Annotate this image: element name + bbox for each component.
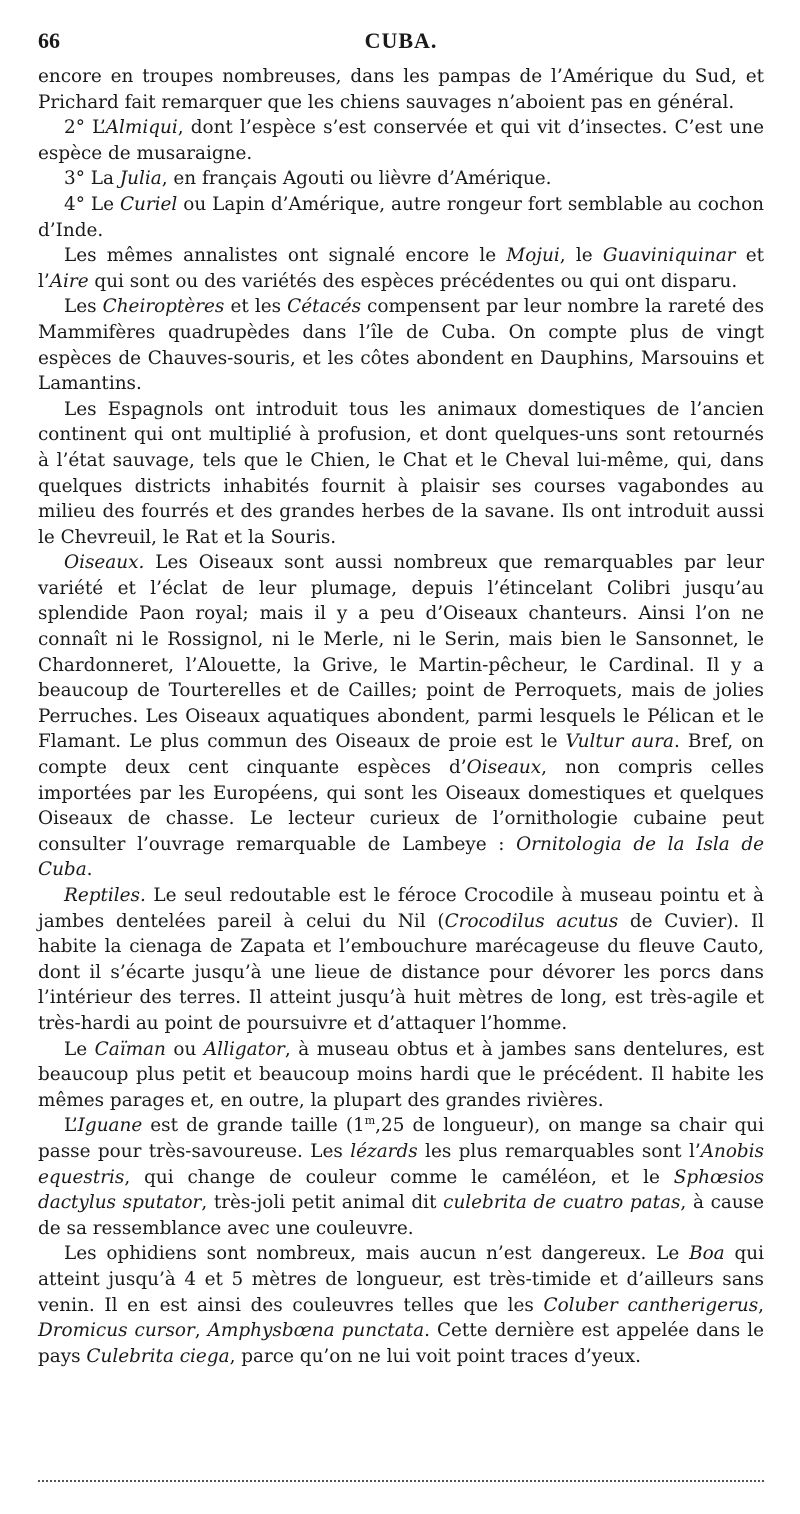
text-run: . Bref, on compte deux cent cinquante espèces d’: [38, 731, 765, 779]
italic-run: culebrita de cuatro patas: [443, 1192, 681, 1214]
text-run: Les ophidiens sont nombreux, mais aucun n’est dangereux. Le: [64, 1243, 690, 1265]
text-run: est de grande taille (1: [142, 1115, 365, 1137]
text-run: Les: [64, 296, 103, 318]
italic-run: Cétacés: [287, 296, 362, 318]
italic-run: lézards: [350, 1140, 418, 1162]
paragraph: [38, 294, 764, 396]
text-run: les plus remarquables sont l’: [417, 1140, 701, 1162]
italic-run: Guaviniquinar: [602, 245, 736, 267]
text-run: L’: [64, 1115, 78, 1137]
text-run: , non compris celles importées par les Européens, qui sont les Oiseaux domestiques et quelques Oiseaux de chasse. Le lecteur curieux de l’ornithologie cubaine peut consulter l’ouvrage remarquable de Lambeye :: [38, 757, 765, 855]
italic-run: Amphysbœna punctata: [207, 1320, 425, 1342]
italic-run: Alligator: [203, 1038, 285, 1060]
text-run: ou Lapin d’Amérique, autre rongeur fort semblable au cochon d’Inde.: [38, 193, 765, 241]
page-header: [38, 28, 764, 58]
text-run: .: [86, 859, 93, 881]
footer-dotted-rule: [38, 1480, 764, 1482]
italic-run: Aire: [49, 270, 89, 292]
italic-run: Ornitologia de la Isla de Cuba: [38, 833, 764, 881]
text-run: . Cette dernière est appelée dans le pays: [38, 1320, 764, 1367]
paragraph: [38, 64, 764, 115]
text-run: ,25 de longueur), on mange sa chair qui passe pour très-savoureuse. Les: [38, 1115, 764, 1162]
paragraph: [38, 192, 764, 243]
body-text: [38, 64, 764, 1369]
text-run: ,: [758, 1294, 764, 1316]
text-run: , très-joli petit animal dit: [201, 1192, 444, 1214]
text-run: Le seul redoutable est le féroce Crocodile à museau pointu et à jambes dentelées pareil à celui du Nil (: [38, 885, 764, 932]
text-run: , à museau obtus et à jambes sans dentelures, est beaucoup plus petit et beaucoup moins hardi que le précédent. Il habite les mêmes parages et, en outre, la plupart des grandes rivières.: [38, 1038, 764, 1111]
paragraph: [38, 1037, 764, 1114]
page-number: 66: [38, 28, 60, 53]
italic-run: Caïman: [94, 1038, 166, 1060]
italic-run: Mojui: [506, 245, 560, 267]
italic-run: Oiseaux.: [64, 552, 145, 574]
italic-run: Reptiles.: [64, 885, 146, 906]
paragraph: [38, 115, 764, 166]
text-run: de Cuvier). Il habite la cienaga de Zapata et l’embouchure marécageuse du fleuve Cauto, dont il s’écarte jusqu’à une lieue de distance pour dévorer les porcs dans l’intérieur des terres. Il atteint jusqu’à huit mètres de long, est très-agile et très-hardi au point de poursuivre et d’attaquer l’homme.: [38, 910, 764, 1034]
text-run: Les Espagnols ont introduit tous les animaux domestiques de l’ancien continent qui ont multiplié à profusion, et dont quelques-uns sont retournés à l’état sauvage, tels que le Chien, le Chat et le Cheval lui-même, qui, dans quelques districts inhabités fournit à plaisir ses courses vagabondes au milieu des fourrés et des grandes herbes de la savane. Ils ont introduit aussi le Chevreuil, le Rat et la Souris.: [38, 398, 764, 548]
text-run: Les Oiseaux sont aussi nombreux que remarquables par leur variété et l’éclat de leur plumage, depuis l’étincelant Colibri jusqu’au splendide Paon royal; mais il y a peu d’Oiseaux chanteurs. Ainsi l’on ne connaît ni le Rossignol, ni le Merle, ni le Serin, mais bien le Sansonnet, le Chardonneret, l’Alouette, la Grive, le Martin-pêcheur, le Cardinal. Il y a beaucoup de Tourterelles et de Cailles; point de Perroquets, mais de jolies Perruches. Les Oiseaux aquatiques abondent, parmi lesquels le Pélican et le Flamant. Le plus commun des Oiseaux de proie est le: [38, 552, 764, 753]
text-run: compensent par leur nombre la rareté des Mammifères quadrupèdes dans l’île de Cuba. On compte plus de vingt espèces de Chauves-souris, et les côtes abondent en Dauphins, Marsouins et Lamantins.: [38, 296, 765, 395]
text-run: , en français Agouti ou lièvre d’Amérique.: [161, 168, 552, 190]
text-run: Les mêmes annalistes ont signalé encore le: [64, 245, 507, 267]
text-run: , dont l’espèce s’est conservée et qui vit d’insectes. C’est une espèce de musaraigne.: [38, 117, 764, 164]
text-run: qui sont ou des variétés des espèces précédentes ou qui ont disparu.: [88, 270, 738, 292]
italic-run: Iguane: [77, 1115, 143, 1137]
text-run: 4° Le: [64, 193, 120, 215]
paragraph: [38, 397, 764, 551]
italic-run: Oiseaux: [466, 757, 542, 779]
running-title: CUBA.: [364, 28, 438, 53]
paragraph: [38, 243, 764, 294]
text-run: , à cause de sa ressemblance avec une couleuvre.: [38, 1192, 765, 1239]
italic-run: Almiqui: [105, 117, 178, 139]
text-run: 2° L’: [64, 117, 106, 139]
italic-run: Cheiroptères: [102, 296, 225, 318]
paragraph: [38, 883, 764, 1037]
text-run: 3° La: [64, 168, 120, 190]
text-run: et l’: [38, 245, 764, 292]
text-run: , qui change de couleur comme le caméléon, et le: [124, 1166, 674, 1188]
italic-run: Boa: [689, 1243, 725, 1265]
italic-run: Curiel: [119, 193, 178, 215]
italic-run: Coluber cantherigerus: [543, 1294, 759, 1316]
paragraph: [38, 1241, 764, 1369]
text-run: , le: [559, 245, 603, 267]
text-run: ,: [194, 1320, 208, 1342]
superscript-run: m: [364, 1114, 376, 1128]
text-run: , parce qu’on ne lui voit point traces d’yeux.: [229, 1345, 642, 1367]
paragraph: [38, 550, 764, 883]
italic-run: Vultur aura: [565, 731, 674, 753]
paragraph: [38, 1113, 764, 1241]
italic-run: Crocodilus acutus: [444, 910, 619, 932]
italic-run: Julia: [119, 168, 162, 190]
text-run: encore en troupes nombreuses, dans les pampas de l’Amérique du Sud, et Prichard fait remarquer que les chiens sauvages n’aboient pas en général.: [38, 66, 764, 113]
italic-run: Anobis equestris: [38, 1140, 764, 1188]
text-run: et les: [224, 296, 288, 318]
italic-run: Sphœsios dactylus sputator: [38, 1166, 764, 1214]
italic-run: Dromicus cursor: [38, 1320, 195, 1342]
text-run: qui atteint jusqu’à 4 et 5 mètres de longueur, est très-timide et d’ailleurs sans venin. Il en est ainsi des couleuvres telles que les: [38, 1243, 764, 1316]
paragraph: [38, 166, 764, 192]
italic-run: Culebrita ciega: [86, 1345, 230, 1367]
text-run: ou: [165, 1038, 204, 1060]
text-run: Le: [64, 1038, 95, 1060]
